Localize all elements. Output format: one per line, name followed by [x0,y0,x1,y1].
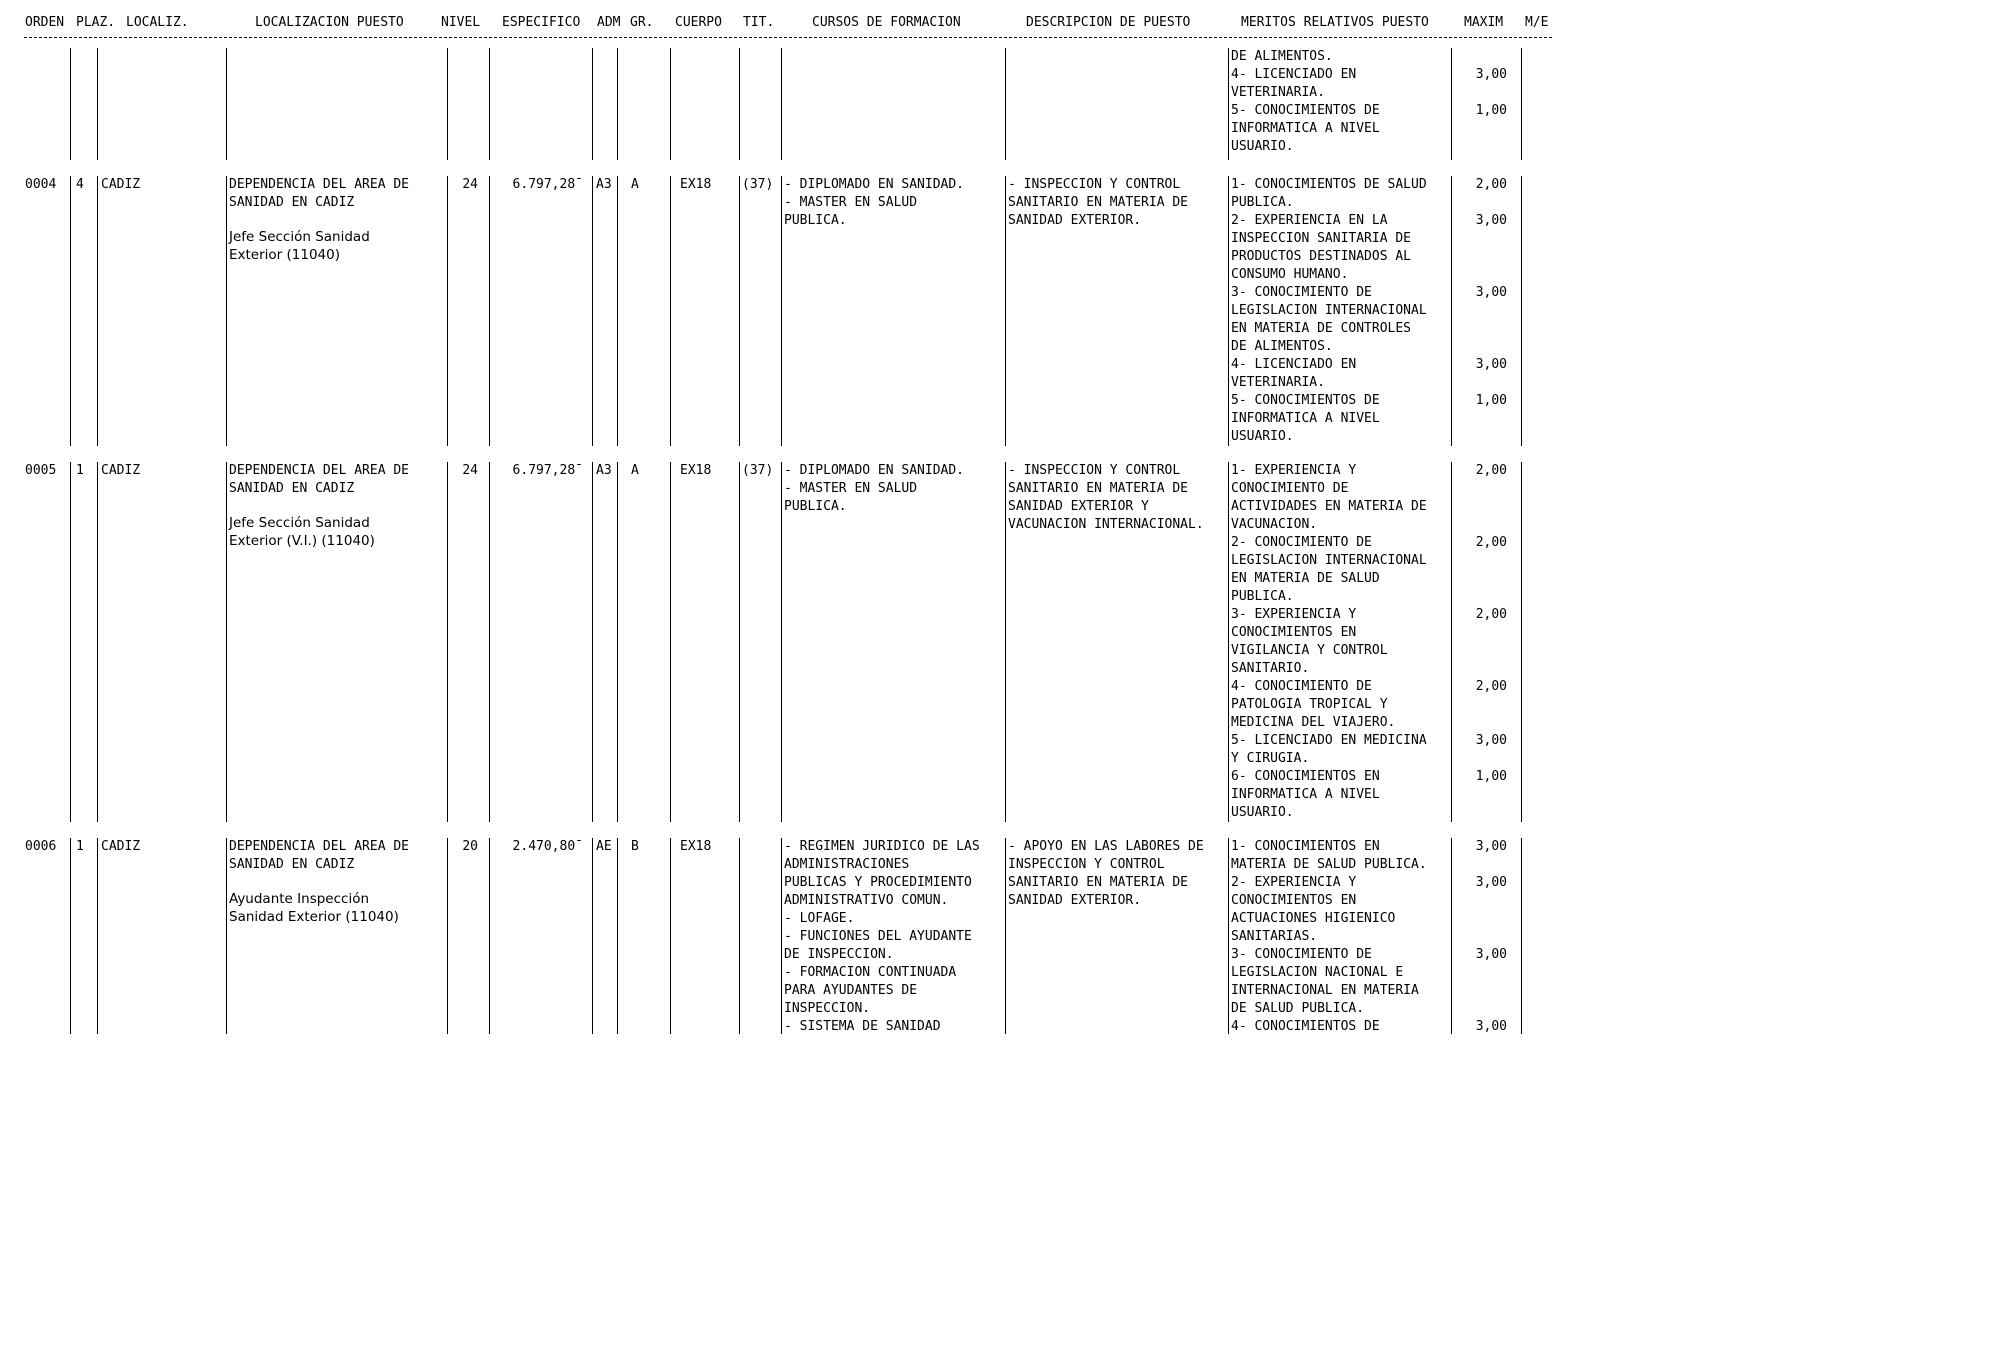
column-divider [592,462,593,822]
grupo-cell: B [631,839,639,854]
plazas-cell: 1 [76,463,84,478]
column-divider [1451,176,1452,446]
column-divider [592,48,593,160]
grupo-cell: A [631,177,639,192]
table-row [0,176,2000,446]
header-meritos: MERITOS RELATIVOS PUESTO [1241,15,1429,30]
merito-item: 5- CONOCIMIENTOS DE INFORMATICA A NIVEL USUARIO. [1231,393,1380,444]
column-divider [70,462,71,822]
merito-item: 3- CONOCIMIENTO DE LEGISLACION NACIONAL E INTERNACIONAL EN MATERIA DE SALUD PUBLICA. [1231,947,1419,1016]
merito-max-value: 2,00 [1475,607,1507,622]
localidad-cell: CADIZ [101,839,141,854]
merito-max-value: 2,00 [1475,177,1507,192]
merito-max-value: 1,00 [1475,393,1507,408]
column-divider [1521,48,1522,160]
puesto-name: Ayudante Inspección Sanidad Exterior (11040) [229,891,399,925]
column-divider [781,838,782,1034]
column-divider [1228,838,1229,1034]
column-divider [489,838,490,1034]
merito-item: 5- CONOCIMIENTOS DE INFORMATICA A NIVEL USUARIO. [1231,103,1380,154]
merito-item: 2- EXPERIENCIA EN LA INSPECCION SANITARIA DE PRODUCTOS DESTINADOS AL CONSUMO HUMANO. [1231,213,1412,282]
column-divider [781,176,782,446]
column-divider [1005,838,1006,1034]
descripcion-cell: - APOYO EN LAS LABORES DE INSPECCION Y CONTROL SANITARIO EN MATERIA DE SANIDAD EXTERIOR. [1008,839,1204,908]
cuerpo-cell: EX18 [680,839,712,854]
column-divider [489,48,490,160]
column-divider [1005,48,1006,160]
merito-item: 4- CONOCIMIENTO DE PATOLOGIA TROPICAL Y MEDICINA DEL VIAJERO. [1231,679,1396,730]
merito-max-value: 2,00 [1475,679,1507,694]
header-nivel: NIVEL [441,15,481,30]
header-plaz: PLAZ. [76,15,116,30]
header-localizacion-puesto: LOCALIZACION PUESTO [255,15,404,30]
column-divider [739,462,740,822]
header-localiz: LOCALIZ. [126,15,189,30]
column-divider [226,838,227,1034]
table-row [0,48,2000,160]
column-divider [447,838,448,1034]
puesto-name: Jefe Sección Sanidad Exterior (V.I.) (11040) [229,515,375,549]
column-divider [592,176,593,446]
column-divider [489,462,490,822]
column-divider [781,462,782,822]
column-divider [97,838,98,1034]
column-divider [447,48,448,160]
especifico-cell: 2.470,80¯ [512,839,583,854]
column-divider [670,462,671,822]
header-rule [24,37,1552,38]
column-divider [617,48,618,160]
merito-max-value: 3,00 [1475,947,1507,962]
nivel-cell: 20 [462,839,478,854]
column-divider [1451,462,1452,822]
merito-item: 2- EXPERIENCIA Y CONOCIMIENTOS EN ACTUACIONES HIGIENICO SANITARIAS. [1231,875,1396,944]
column-divider [97,48,98,160]
merito-item: DE ALIMENTOS. [1231,49,1333,64]
merito-max-value: 2,00 [1475,535,1507,550]
column-divider [226,176,227,446]
cuerpo-cell: EX18 [680,177,712,192]
column-divider [226,462,227,822]
merito-item: 4- LICENCIADO EN VETERINARIA. [1231,357,1357,390]
column-divider [1228,176,1229,446]
merito-item: 4- LICENCIADO EN VETERINARIA. [1231,67,1357,100]
merito-max-value: 3,00 [1475,67,1507,82]
nivel-cell: 24 [462,177,478,192]
header-maxim: MAXIM [1464,15,1504,30]
column-divider [739,838,740,1034]
header-cursos: CURSOS DE FORMACION [812,15,961,30]
cuerpo-cell: EX18 [680,463,712,478]
column-divider [781,48,782,160]
especifico-cell: 6.797,28¯ [512,177,583,192]
column-divider [97,462,98,822]
nivel-cell: 24 [462,463,478,478]
merito-item: 5- LICENCIADO EN MEDICINA Y CIRUGIA. [1231,733,1427,766]
header-especifico: ESPECIFICO [502,15,581,30]
column-divider [1451,48,1452,160]
localizacion-cell: DEPENDENCIA DEL AREA DE SANIDAD EN CADIZ [229,839,410,872]
column-divider [447,462,448,822]
column-divider [670,176,671,446]
merito-item: 6- CONOCIMIENTOS EN INFORMATICA A NIVEL USUARIO. [1231,769,1380,820]
merito-max-value: 3,00 [1475,1019,1507,1034]
header-tit: TIT. [743,15,775,30]
orden-cell: 0004 [25,177,57,192]
column-divider [670,838,671,1034]
grupo-cell: A [631,463,639,478]
column-divider [1228,462,1229,822]
merito-max-value: 3,00 [1475,733,1507,748]
merito-max-value: 3,00 [1475,839,1507,854]
tit-cell: (37) [742,177,774,192]
column-divider [489,176,490,446]
descripcion-cell: - INSPECCION Y CONTROL SANITARIO EN MATERIA DE SANIDAD EXTERIOR Y VACUNACION INTERNACIONAL. [1008,463,1204,532]
orden-cell: 0006 [25,839,57,854]
column-divider [1005,176,1006,446]
merito-item: 1- CONOCIMIENTOS DE SALUD PUBLICA. [1231,177,1427,210]
table-row [0,462,2000,822]
merito-max-value: 3,00 [1475,213,1507,228]
table-row [0,838,2000,1034]
column-divider [617,462,618,822]
column-divider [1228,48,1229,160]
adm-cell: A3 [596,463,612,478]
header-descripcion: DESCRIPCION DE PUESTO [1026,15,1191,30]
localidad-cell: CADIZ [101,177,141,192]
puesto-name: Jefe Sección Sanidad Exterior (11040) [229,229,370,263]
localizacion-cell: DEPENDENCIA DEL AREA DE SANIDAD EN CADIZ [229,177,410,210]
column-divider [1521,462,1522,822]
especifico-cell: 6.797,28¯ [512,463,583,478]
localizacion-cell: DEPENDENCIA DEL AREA DE SANIDAD EN CADIZ [229,463,410,496]
header-gr: GR. [630,15,654,30]
merito-item: 4- CONOCIMIENTOS DE [1231,1019,1380,1034]
merito-item: 1- CONOCIMIENTOS EN MATERIA DE SALUD PUBLICA. [1231,839,1427,872]
column-divider [70,176,71,446]
adm-cell: AE [596,839,612,854]
column-divider [97,176,98,446]
header-orden: ORDEN [25,15,65,30]
merito-max-value: 3,00 [1475,357,1507,372]
plazas-cell: 4 [76,177,84,192]
column-divider [1451,838,1452,1034]
merito-item: 3- EXPERIENCIA Y CONOCIMIENTOS EN VIGILANCIA Y CONTROL SANITARIO. [1231,607,1388,676]
merito-max-value: 3,00 [1475,285,1507,300]
header-me: M/E [1525,15,1549,30]
column-divider [70,48,71,160]
column-divider [739,176,740,446]
column-divider [670,48,671,160]
descripcion-cell: - INSPECCION Y CONTROL SANITARIO EN MATERIA DE SANIDAD EXTERIOR. [1008,177,1189,228]
merito-max-value: 3,00 [1475,875,1507,890]
merito-item: 2- CONOCIMIENTO DE LEGISLACION INTERNACIONAL EN MATERIA DE SALUD PUBLICA. [1231,535,1427,604]
column-divider [1005,462,1006,822]
merito-max-value: 1,00 [1475,103,1507,118]
header-cuerpo: CUERPO [675,15,722,30]
merito-item: 1- EXPERIENCIA Y CONOCIMIENTO DE ACTIVIDADES EN MATERIA DE VACUNACION. [1231,463,1427,532]
column-divider [226,48,227,160]
cursos-cell: - REGIMEN JURIDICO DE LAS ADMINISTRACIONES PUBLICAS Y PROCEDIMIENTO ADMINISTRATIVO COMUN. - LOFAGE. - FUNCIONES DEL AYUDANTE DE INSPECCION. - FORMACION CONTINUADA PARA AYUDANTES DE INSPECCION. - SISTEMA DE SANIDAD [784,839,980,1034]
merito-max-value: 2,00 [1475,463,1507,478]
merito-item: 3- CONOCIMIENTO DE LEGISLACION INTERNACIONAL EN MATERIA DE CONTROLES DE ALIMENTOS. [1231,285,1427,354]
cursos-cell: - DIPLOMADO EN SANIDAD. - MASTER EN SALUD PUBLICA. [784,463,965,514]
tit-cell: (37) [742,463,774,478]
column-divider [447,176,448,446]
column-divider [617,176,618,446]
cursos-cell: - DIPLOMADO EN SANIDAD. - MASTER EN SALUD PUBLICA. [784,177,965,228]
plazas-cell: 1 [76,839,84,854]
column-divider [617,838,618,1034]
localidad-cell: CADIZ [101,463,141,478]
adm-cell: A3 [596,177,612,192]
header-adm: ADM [597,15,621,30]
orden-cell: 0005 [25,463,57,478]
column-divider [70,838,71,1034]
merito-max-value: 1,00 [1475,769,1507,784]
column-divider [1521,176,1522,446]
column-divider [739,48,740,160]
column-divider [592,838,593,1034]
column-divider [1521,838,1522,1034]
